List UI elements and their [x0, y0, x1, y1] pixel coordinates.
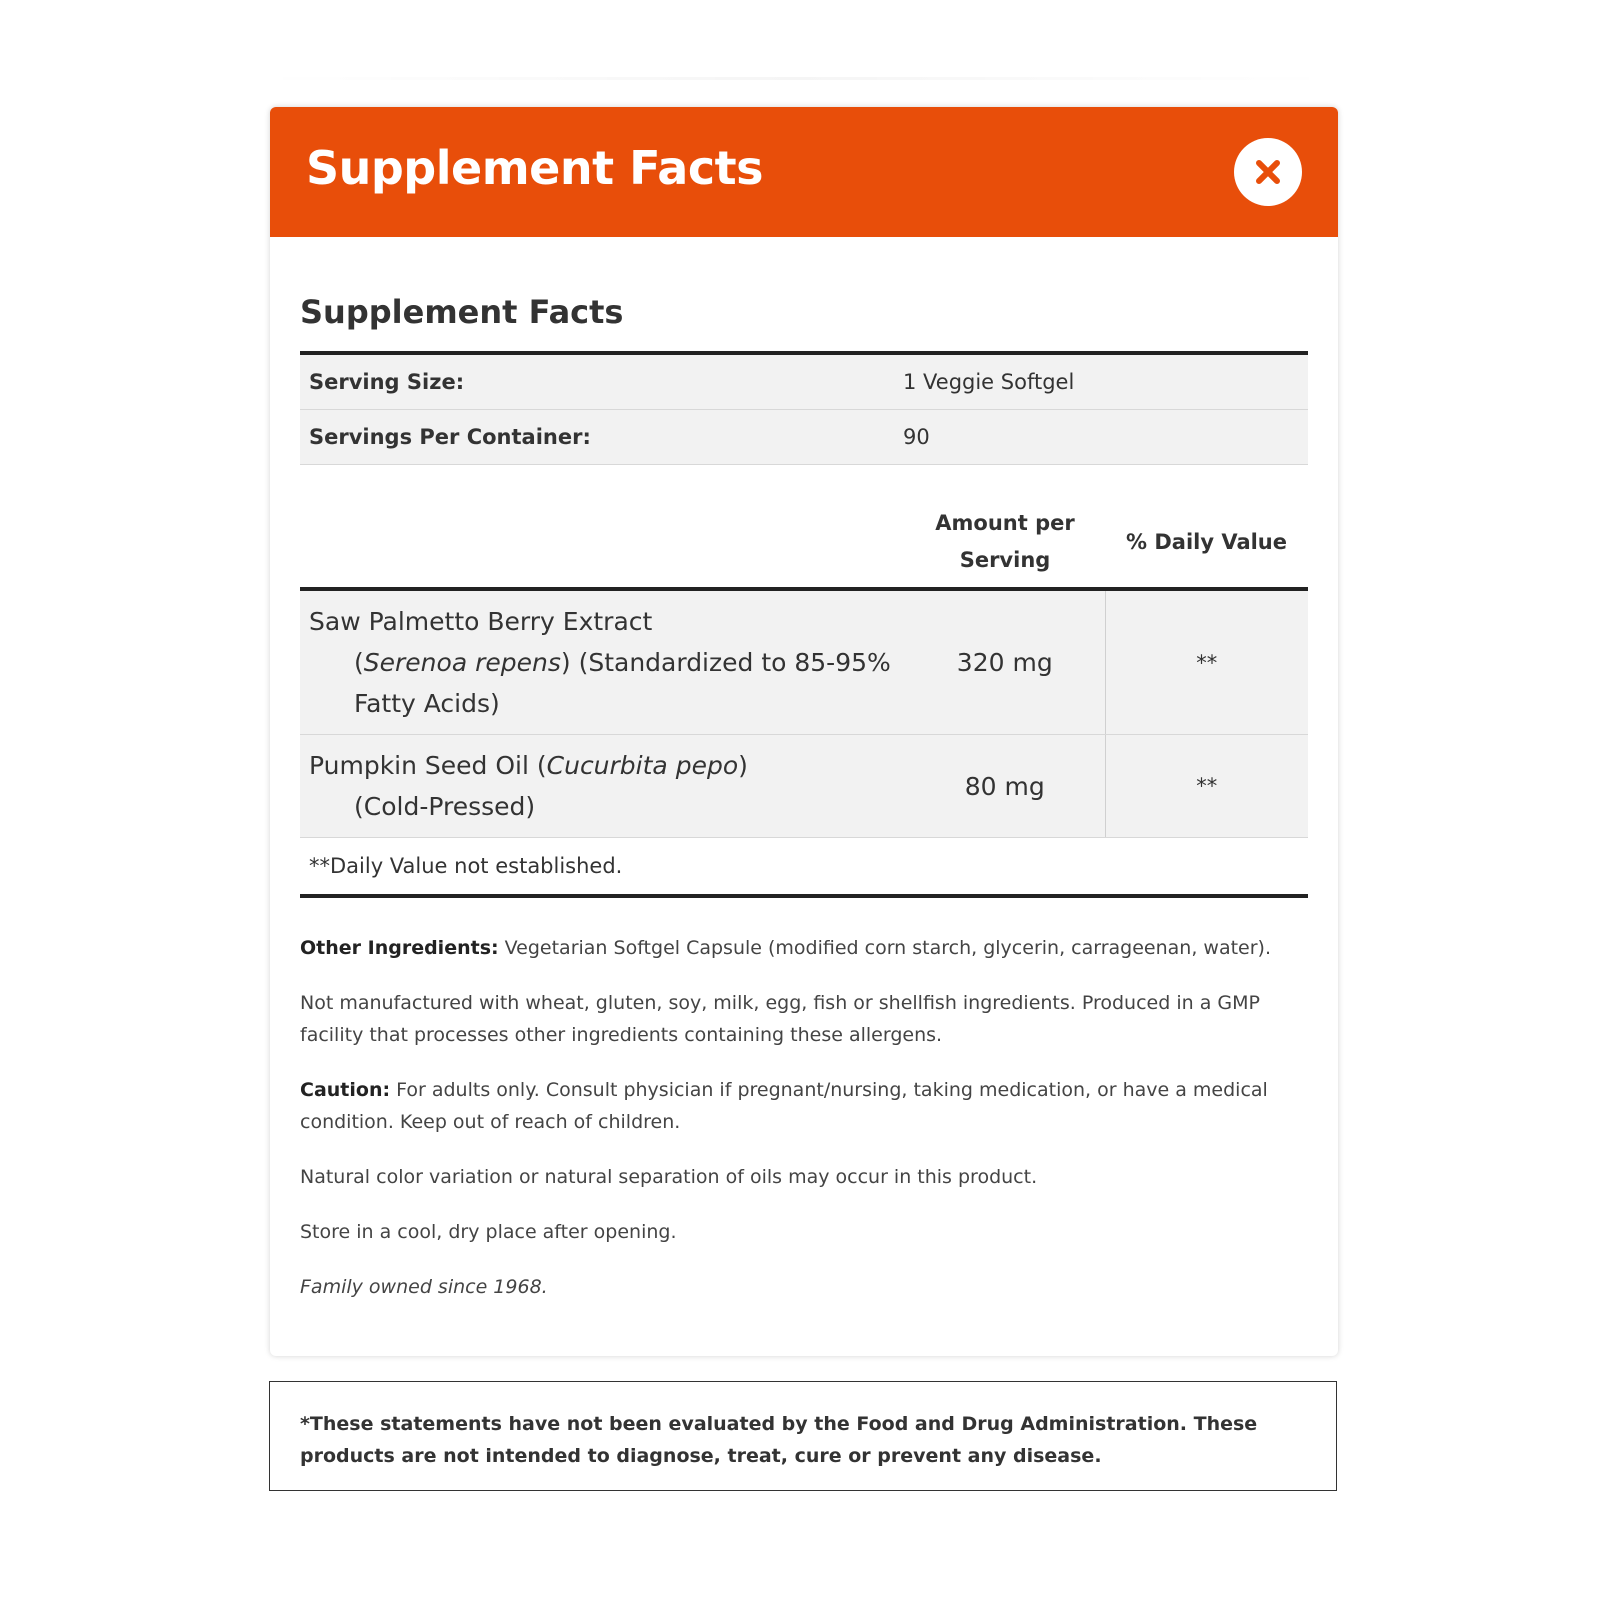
- storage-note: Store in a cool, dry place after opening.: [300, 1221, 677, 1243]
- product-info: [300, 932, 1308, 1303]
- ingredient-detail: [309, 642, 896, 724]
- latin-name: Serenoa repens: [363, 648, 561, 677]
- modal-title: Supplement Facts: [306, 141, 763, 195]
- ingredient-daily-value: **: [1105, 589, 1308, 735]
- family-owned-note: Family owned since 1968.: [300, 1276, 548, 1298]
- caution: [300, 1074, 1308, 1138]
- facts-heading: Supplement Facts: [300, 293, 624, 331]
- daily-value-column-header: % Daily Value: [1105, 501, 1308, 589]
- ingredient-main: Saw Palmetto Berry Extract: [309, 607, 653, 636]
- caution-text: For adults only. Consult physician if pregnant/nursing, taking medication, or have a medical condition. Keep out of reach of children.: [300, 1079, 1268, 1133]
- other-ingredients: [300, 932, 1308, 964]
- top-divider: [256, 77, 1336, 80]
- latin-name: Cucurbita pepo: [546, 751, 739, 780]
- ingredient-column-header: [300, 501, 905, 589]
- supplement-facts-modal: [270, 107, 1338, 1356]
- modal-header: [270, 107, 1338, 237]
- table-row: [300, 353, 1308, 410]
- serving-table: [300, 351, 1308, 465]
- ingredient-name: [300, 735, 905, 838]
- servings-per-container-value: 90: [894, 410, 1308, 465]
- caution-label: Caution:: [300, 1079, 391, 1101]
- color-variation-note: Natural color variation or natural separation of oils may occur in this product.: [300, 1166, 1038, 1188]
- table-row: [300, 735, 1308, 838]
- paren: ): [738, 751, 748, 780]
- table-row: [300, 589, 1308, 735]
- servings-per-container-label: Servings Per Container:: [300, 410, 894, 465]
- allergen-statement: Not manufactured with wheat, gluten, soy, milk, egg, fish or shellfish ingredients. Produced in a GMP facility that processes other ingredients containing these allergens.: [300, 992, 1260, 1046]
- close-icon: [1254, 158, 1282, 186]
- ingredient-detail: (Cold-Pressed): [354, 792, 536, 821]
- table-row: [300, 410, 1308, 465]
- footnote-row: [300, 838, 1308, 897]
- amount-column-header: Amount per Serving: [905, 501, 1105, 589]
- paren: (: [354, 648, 364, 677]
- ingredient-main-text: Pumpkin Seed Oil (: [309, 751, 547, 780]
- ingredient-name: [300, 589, 905, 735]
- other-ingredients-text: Vegetarian Softgel Capsule (modified corn starch, glycerin, carrageenan, water).: [498, 937, 1272, 959]
- ingredient-amount: 80 mg: [905, 735, 1105, 838]
- daily-value-footnote: **Daily Value not established.: [300, 838, 1308, 897]
- ingredient-amount: 320 mg: [905, 589, 1105, 735]
- header-row: [300, 501, 1308, 589]
- serving-size-value: 1 Veggie Softgel: [894, 353, 1308, 410]
- close-button[interactable]: [1234, 138, 1302, 206]
- nutrients-table: [300, 501, 1308, 898]
- other-ingredients-label: Other Ingredients:: [300, 937, 499, 959]
- ingredient-daily-value: **: [1105, 735, 1308, 838]
- fda-disclaimer: *These statements have not been evaluated by the Food and Drug Administration. These products are not intended to diagnose, treat, cure or prevent any disease.: [269, 1381, 1337, 1491]
- ingredient-detail-text: ) (Standardized to 85-95% Fatty Acids): [354, 648, 891, 718]
- modal-body: [270, 237, 1338, 1356]
- serving-size-label: Serving Size:: [300, 353, 894, 410]
- ingredient-main: [309, 745, 896, 786]
